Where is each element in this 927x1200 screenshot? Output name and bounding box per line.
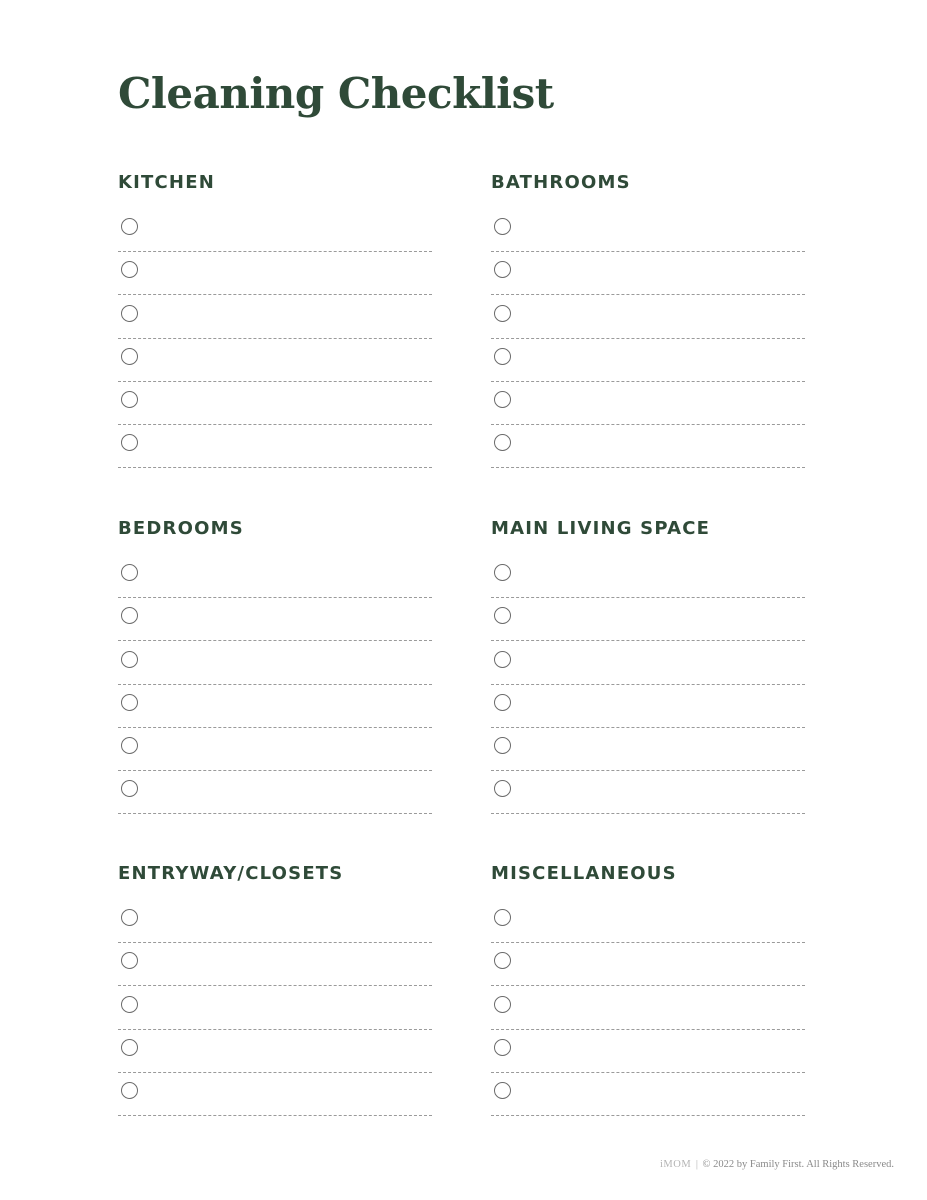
checkbox-circle-icon[interactable]	[494, 651, 511, 668]
checkbox-circle-icon[interactable]	[494, 434, 511, 451]
checkbox-circle-icon[interactable]	[494, 952, 511, 969]
checkbox-circle-icon[interactable]	[121, 348, 138, 365]
checklist-row[interactable]	[491, 986, 805, 1029]
checkbox-circle-icon[interactable]	[494, 348, 511, 365]
section-heading: MISCELLANEOUS	[491, 863, 677, 884]
checkbox-circle-icon[interactable]	[121, 391, 138, 408]
checkbox-circle-icon[interactable]	[121, 1039, 138, 1056]
checkbox-circle-icon[interactable]	[121, 564, 138, 581]
checkbox-circle-icon[interactable]	[494, 218, 511, 235]
checklist-row[interactable]	[491, 295, 805, 338]
checklist-row[interactable]	[118, 295, 432, 338]
section-heading: KITCHEN	[118, 172, 215, 193]
checkbox-circle-icon[interactable]	[121, 218, 138, 235]
checklist-row[interactable]	[118, 339, 432, 382]
checklist-row[interactable]	[491, 685, 805, 728]
checklist-row[interactable]	[118, 598, 432, 641]
checklist-row[interactable]	[118, 641, 432, 684]
section-heading: BATHROOMS	[491, 172, 631, 193]
checklist-row[interactable]	[118, 204, 432, 252]
checkbox-circle-icon[interactable]	[121, 1082, 138, 1099]
checklist-row[interactable]	[491, 1073, 805, 1116]
checkbox-circle-icon[interactable]	[121, 909, 138, 926]
checklist-row[interactable]	[491, 771, 805, 814]
checkbox-circle-icon[interactable]	[121, 261, 138, 278]
checklist-row[interactable]	[118, 252, 432, 295]
checkbox-circle-icon[interactable]	[121, 434, 138, 451]
page-title: Cleaning Checklist	[118, 69, 554, 118]
checkbox-circle-icon[interactable]	[121, 737, 138, 754]
checklist-row[interactable]	[118, 550, 432, 598]
footer	[660, 1159, 894, 1170]
checklist-row[interactable]	[118, 425, 432, 468]
checklist-row[interactable]	[491, 728, 805, 771]
checkbox-circle-icon[interactable]	[121, 694, 138, 711]
checklist-row[interactable]	[118, 728, 432, 771]
checklist-row[interactable]	[491, 641, 805, 684]
checkbox-circle-icon[interactable]	[494, 737, 511, 754]
checklist-row[interactable]	[491, 550, 805, 598]
checkbox-circle-icon[interactable]	[494, 391, 511, 408]
checkbox-circle-icon[interactable]	[494, 1082, 511, 1099]
checkbox-circle-icon[interactable]	[494, 564, 511, 581]
checklist-row[interactable]	[118, 382, 432, 425]
checklist-row[interactable]	[491, 252, 805, 295]
checklist-row[interactable]	[491, 1030, 805, 1073]
checklist-row[interactable]	[118, 1073, 432, 1116]
checkbox-circle-icon[interactable]	[121, 780, 138, 797]
checkbox-circle-icon[interactable]	[494, 996, 511, 1013]
checkbox-circle-icon[interactable]	[121, 607, 138, 624]
checkbox-circle-icon[interactable]	[494, 1039, 511, 1056]
checklist-row[interactable]	[491, 339, 805, 382]
checklist-row[interactable]	[491, 382, 805, 425]
checkbox-circle-icon[interactable]	[121, 651, 138, 668]
footer-brand: iMOM	[660, 1159, 692, 1170]
checklist-row[interactable]	[118, 685, 432, 728]
checklist-row[interactable]	[491, 598, 805, 641]
checkbox-circle-icon[interactable]	[494, 607, 511, 624]
section-heading: ENTRYWAY/CLOSETS	[118, 863, 344, 884]
checklist-row[interactable]	[491, 895, 805, 943]
checkbox-circle-icon[interactable]	[121, 952, 138, 969]
checklist-row[interactable]	[491, 943, 805, 986]
checkbox-circle-icon[interactable]	[494, 694, 511, 711]
checklist-row[interactable]	[118, 1030, 432, 1073]
footer-separator: |	[695, 1159, 698, 1170]
checkbox-circle-icon[interactable]	[121, 305, 138, 322]
checklist-row[interactable]	[118, 943, 432, 986]
checkbox-circle-icon[interactable]	[494, 780, 511, 797]
checklist-row[interactable]	[118, 771, 432, 814]
footer-copyright: © 2022 by Family First. All Rights Reserved.	[702, 1159, 894, 1170]
checklist-row[interactable]	[118, 895, 432, 943]
section-heading: BEDROOMS	[118, 518, 244, 539]
checkbox-circle-icon[interactable]	[494, 261, 511, 278]
checklist-row[interactable]	[491, 204, 805, 252]
checklist-row[interactable]	[491, 425, 805, 468]
checkbox-circle-icon[interactable]	[494, 909, 511, 926]
checklist-row[interactable]	[118, 986, 432, 1029]
checkbox-circle-icon[interactable]	[121, 996, 138, 1013]
section-heading: MAIN LIVING SPACE	[491, 518, 711, 539]
checkbox-circle-icon[interactable]	[494, 305, 511, 322]
